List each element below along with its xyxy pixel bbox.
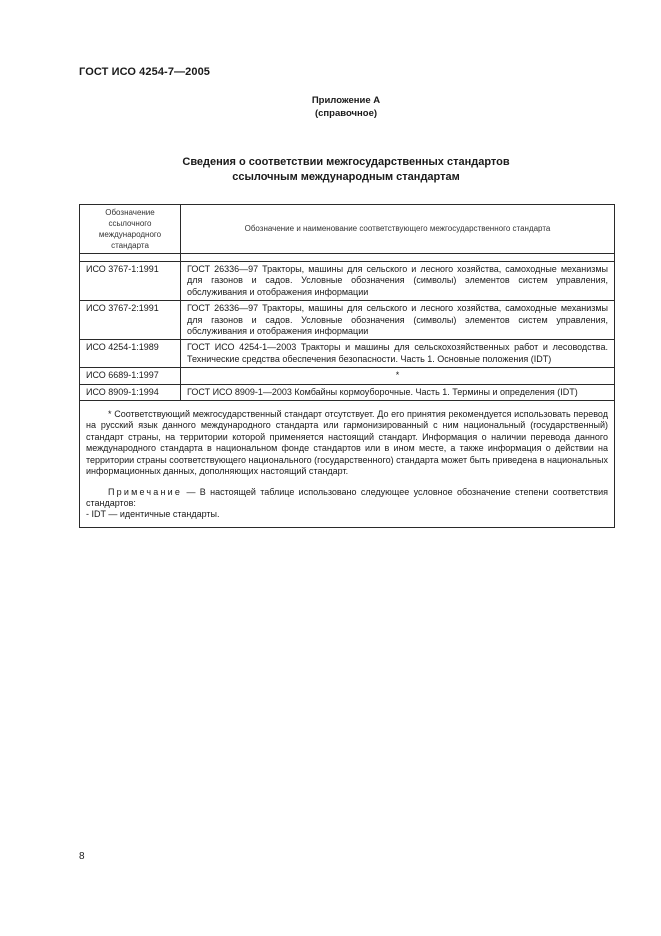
note-text: — В настоящей таблице использовано следующее условное обозначение степени соответствия стандартов: — [86, 486, 608, 508]
column-header-international: Обозначение ссылочного международного стандарта — [80, 205, 181, 254]
interstate-standard-description: ГОСТ 26336—97 Тракторы, машины для сельского и лесного хозяйства, самоходные механизмы для газонов и садов. Условные обозначения (символы) элементов систем управления, обслуживания и отображения информации — [181, 301, 615, 340]
table-header-row — [80, 205, 615, 254]
interstate-standard-description: ГОСТ ИСО 8909-1—2003 Комбайны кормоуборочные. Часть 1. Термины и определения (IDT) — [181, 384, 615, 400]
annex-title: Приложение А — [311, 95, 381, 106]
international-standard-code: ИСО 8909-1:1994 — [80, 384, 181, 400]
annex-subtitle: (справочное) — [314, 108, 378, 119]
section-title-line-2: ссылочным международным стандартам — [232, 171, 460, 183]
table-row — [80, 384, 615, 400]
section-title — [0, 155, 661, 185]
table-notes-row — [80, 401, 615, 528]
table-row — [80, 262, 615, 301]
section-title-line-1: Сведения о соответствии межгосударственных стандартов — [182, 156, 510, 168]
note-paragraph — [86, 487, 608, 510]
document-header: ГОСТ ИСО 4254-7—2005 — [79, 66, 211, 78]
spacer-cell — [80, 254, 181, 262]
correspondence-table — [79, 204, 615, 528]
international-standard-code: ИСО 3767-1:1991 — [80, 262, 181, 301]
table-row — [80, 340, 615, 368]
table-row — [80, 368, 615, 384]
interstate-standard-description: ГОСТ ИСО 4254-1—2003 Тракторы и машины для сельскохозяйственных работ и лесоводства. Технические средства обеспечения безопасности. Часть 1. Основные положения (IDT) — [181, 340, 615, 368]
interstate-standard-description: * — [181, 368, 615, 384]
note-item: - IDT — идентичные стандарты. — [86, 509, 220, 520]
international-standard-code: ИСО 6689-1:1997 — [80, 368, 181, 384]
interstate-standard-description: ГОСТ 26336—97 Тракторы, машины для сельского и лесного хозяйства, самоходные механизмы для газонов и садов. Условные обозначения (символы) элементов систем управления, обслуживания и отображения информации — [181, 262, 615, 301]
note-label: Примечание — [108, 486, 183, 497]
international-standard-code: ИСО 3767-2:1991 — [80, 301, 181, 340]
footnote: * Соответствующий межгосударственный стандарт отсутствует. До его принятия рекомендуется использовать перевод на русский язык данного международного стандарта или гармонизированный с ним национальный (государственный) стандарт страны, на территории которой применяется настоящий стандарт. Информация о наличии перевода данного международного стандарта в национальном фонде стандартов или в ином месте, а также информация о действии на территории страны соответствующего национального (государственного) стандарта может быть приведена в национальных информационных данных, дополняющих настоящий стандарт. — [86, 409, 608, 477]
table-row — [80, 301, 615, 340]
note — [86, 487, 608, 521]
spacer-cell — [181, 254, 615, 262]
column-header-interstate: Обозначение и наименование соответствующего межгосударственного стандарта — [181, 205, 615, 254]
page-number: 8 — [79, 851, 85, 862]
international-standard-code: ИСО 4254-1:1989 — [80, 340, 181, 368]
table-notes — [80, 401, 615, 528]
header-spacer-row — [80, 254, 615, 262]
